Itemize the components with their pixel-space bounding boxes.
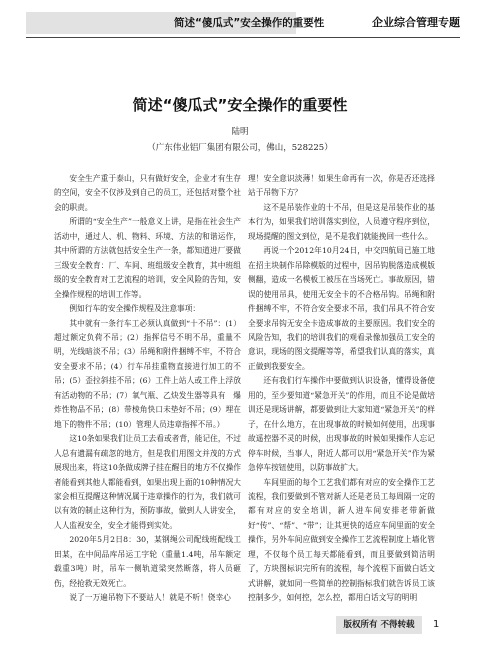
- article-affiliation: （广东伟业铝厂集团有限公司，佛山，528225）: [147, 143, 333, 153]
- paragraph: 理！安全意识淡薄！如果生命再有一次，你是否还选择站于吊物下方？: [248, 174, 435, 198]
- paragraph: 其中就有一条行车工必须认真做到“十不吊”：(1）超过额定负荷不吊；(2）指挥信号不明不吊，重量不明，光线暗淡不吊；(3）吊绳和附件捆缚不牢，不符合安全要求不吊；(4）行车吊挂重物直接进行加工的不吊；(5）歪拉斜挂不吊；(6）工件上站人或工件上浮放有活动物的不吊；(7）氧气瓶、乙炔发生器等具有 爆炸性物品不吊；(8）带棱角快口未垫好不吊；(9）埋在地下的物件不吊；(10）管理人员违章指挥不吊。）: [54, 318, 241, 429]
- section-title: 企业综合管理专题: [372, 16, 460, 29]
- paragraph: 这不是吊装作业的十不吊，但是这是吊装作业的基本行为，如果我们培训落实到位，人员遵守程序到位，现场提醒的图文到位，是不是我们就能挽回一些什么。: [248, 202, 435, 241]
- paragraph: 安全生产重于泰山，只有做好安全，企业才有生存的空间，安全不仅涉及到自己的员工，还包括对整个社会的职责。: [54, 174, 241, 212]
- copyright-notice: 版权所有 不得转载: [336, 616, 422, 634]
- page-number: 1: [433, 619, 440, 630]
- paragraph: 这10条如果我们让员工去看或者背，能记住，不过人总有遗漏有疏忽的地方，但是我们用图文并茂的方式展现出来，将这10条做成牌子挂在醒目的地方不仅操作者能看到其他人都能看到，如果出现上面的10种情况大家会相互提醒这种情况属于违章操作的行为，我们就可以有效的制止这种行为，预防事故，做到人人讲安全，人人监视安全，安全才能得到实处。: [54, 434, 241, 530]
- right-column: [248, 172, 435, 606]
- header-rule: [26, 37, 460, 38]
- paragraph: 还有我们行车操作中要做到认识设备，懂得设备使用的，至少要知道“紧急开关”的作用，而且不论是做培训还是现场讲解，都要做到让大家知道“紧急开关”的样子，在什么地方，在出现事故的时候如何使用，出现事故遥控器不灵的时候，出现事故的时候如果操作人忘记停车时候，当事人，附近人都可以用“紧急开关”作为紧急停车按钮使用，以防事故扩大。: [248, 376, 435, 473]
- article-title: 简述“傻瓜式”安全操作的重要性: [132, 96, 348, 114]
- paragraph: 说了一万遍吊物下不要站人！就是不听！侥幸心: [69, 593, 231, 603]
- paragraph: 再说一个2012年10月24日，中交四航局已施工地在招主块制作吊除模版的过程中，因吊钩脱落造成模版侧翻，造成一名模板工被压在当场死亡。事故原因，错误的使用吊具，使用无安全卡的不合格吊钩。吊绳和附件捆缚不牢，不符合安全要求不吊，我们吊具不符合安全要求吊钩无安全卡造成事故的主要原因。我们安全的风险告知，我们的培训我们的观看录像加强员工安全的意识，现场的图文提醒等等，希望我们认真的落实，真正做到我要安全。: [248, 246, 435, 371]
- paragraph: 所谓的“安全生产”一般意义上讲，是指在社会生产活动中，通过人、机、物料、环境、方法的和谐运作，其中所谓的方法就包括安全生产一条，都知道进厂要做三级安全教育：厂、车间、班组级安全教育，其中班组级的安全教育对工艺流程的培训，安全风险的告知，安全操作规程的培训工作等。: [54, 217, 241, 299]
- running-header: [0, 0, 480, 42]
- paragraph: 车间里面的每个工艺我们都有对应的安全操作工艺流程，我们要做到不管对新人还是老员工每周隔一定的都有对应的安全培训，新人进车间安排老带新做好“传”、“帮”、“带”；让其更快的适应车间里面的安全操作，另外车间应做到安全操作工艺流程制度上墙化管理，不仅每个员工每天都能看到，而且要做到简洁明了，方块图标识完所有的流程，每个流程下面做白话文式讲解，就如同一些简单的控制指标我们就告诉员工该控制多少，如何控，怎么控，都用白话文写的明明: [248, 477, 435, 603]
- paragraph: 例如行车的安全操作规程及注意事项：: [69, 304, 201, 314]
- running-title: 简述“傻瓜式”安全操作的重要性: [26, 12, 296, 34]
- left-column: [54, 172, 241, 606]
- page-footer: [0, 612, 480, 638]
- article-author: 陆明: [231, 127, 249, 137]
- paragraph: 2020年5月2日8：30，某钢绳公司配线班配线工田某，在中间品库吊运工字轮（重量1.4吨，吊车额定载重3吨）时，吊车一侧轨道梁突然断落，将人员砸伤，经抢救无效死亡。: [54, 535, 241, 588]
